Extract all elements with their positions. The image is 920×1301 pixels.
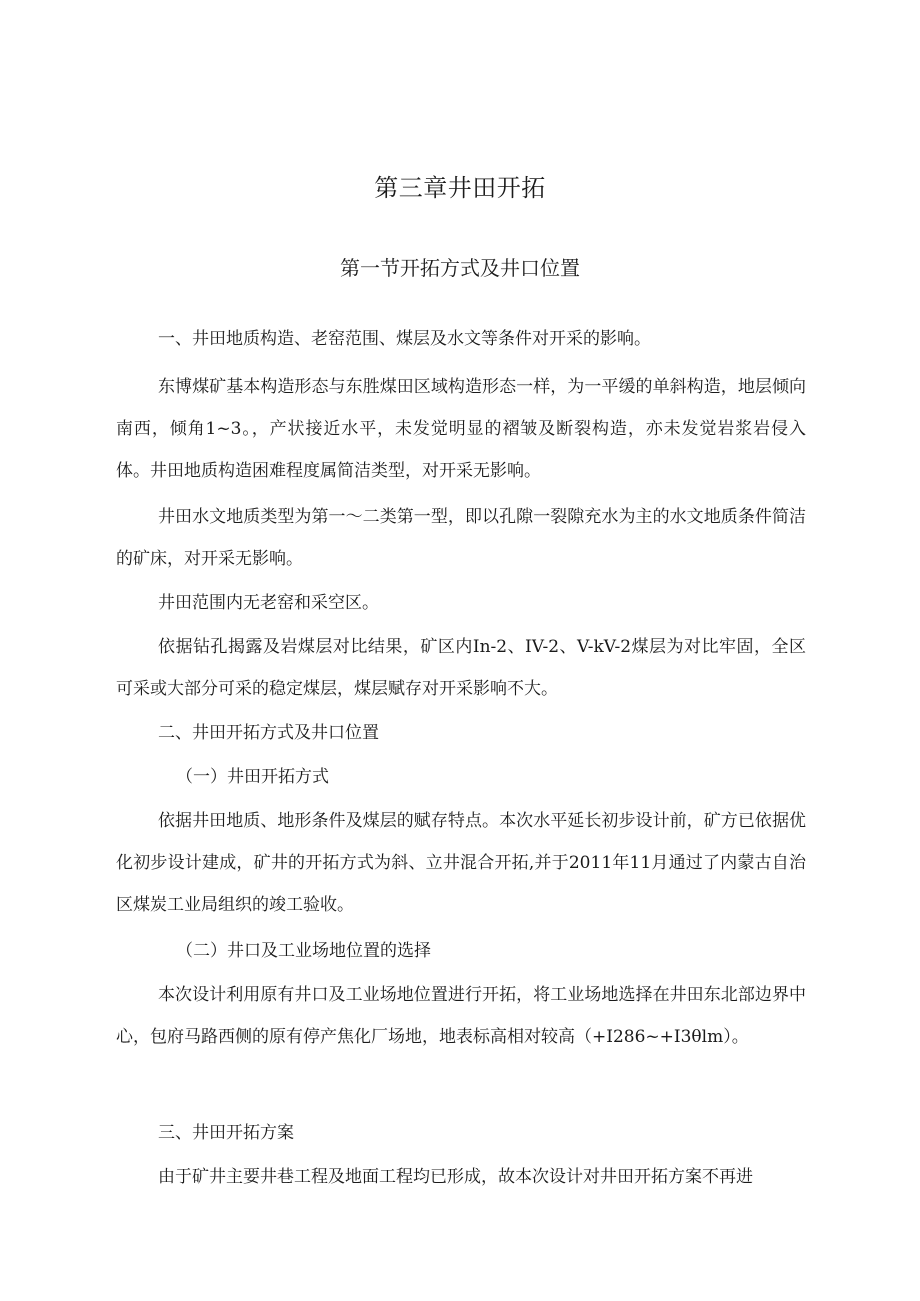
heading-development-method: 二、井田开拓方式及井口位置 (158, 723, 379, 743)
paragraph-structure: 东博煤矿基本构造形态与东胜煤田区域构造形态一样，为一平缓的单斜构造，地层倾向南西，倾角1~3。，产状接近水平，未发觉明显的褶皱及断裂构造，亦未发觉岩浆岩侵入体。井田地质构造困难程度属简洁类型，对开采无影响。 (116, 377, 806, 481)
heading-geology-impact: 一、井田地质构造、老窑范围、煤层及水文等条件对开采的影响。 (158, 329, 651, 349)
heading-development-plan: 三、井田开拓方案 (158, 1123, 294, 1143)
paragraph-no-old-kilns: 井田范围内无老窑和采空区。 (158, 593, 379, 613)
section-title: 第一节开拓方式及井口位置 (340, 256, 580, 280)
paragraph-shaft-location: 本次设计利用原有井口及工业场地位置进行开拓，将工业场地选择在井田东北部边界中心，包府马路西侧的原有停产焦化厂场地，地表标高相对较高（+I286~+I3θlm）。 (116, 985, 806, 1047)
paragraph-coal-seams: 依据钻孔揭露及岩煤层对比结果，矿区内In-2、IV-2、V-kV-2煤层为对比牢固，全区可采或大部分可采的稳定煤层，煤层赋存对开采影响不大。 (116, 637, 806, 699)
subheading-shaft-location: （二）井口及工业场地位置的选择 (176, 941, 431, 961)
paragraph-hydrogeology: 井田水文地质类型为第一～二类第一型，即以孔隙一裂隙充水为主的水文地质条件简洁的矿床，对开采无影响。 (116, 507, 806, 569)
paragraph-development-method: 依据井田地质、地形条件及煤层的赋存特点。本次水平延长初步设计前，矿方已依据优化初步设计建成，矿井的开拓方式为斜、立井混合开拓,并于2011年11月通过了内蒙古自治区煤炭工业局组织的竣工验收。 (116, 811, 806, 915)
subheading-development-method: （一）井田开拓方式 (176, 767, 329, 787)
chapter-title: 第三章井田开拓 (374, 174, 546, 202)
paragraph-development-plan: 由于矿井主要井巷工程及地面工程均已形成，故本次设计对井田开拓方案不再进 (158, 1167, 753, 1187)
